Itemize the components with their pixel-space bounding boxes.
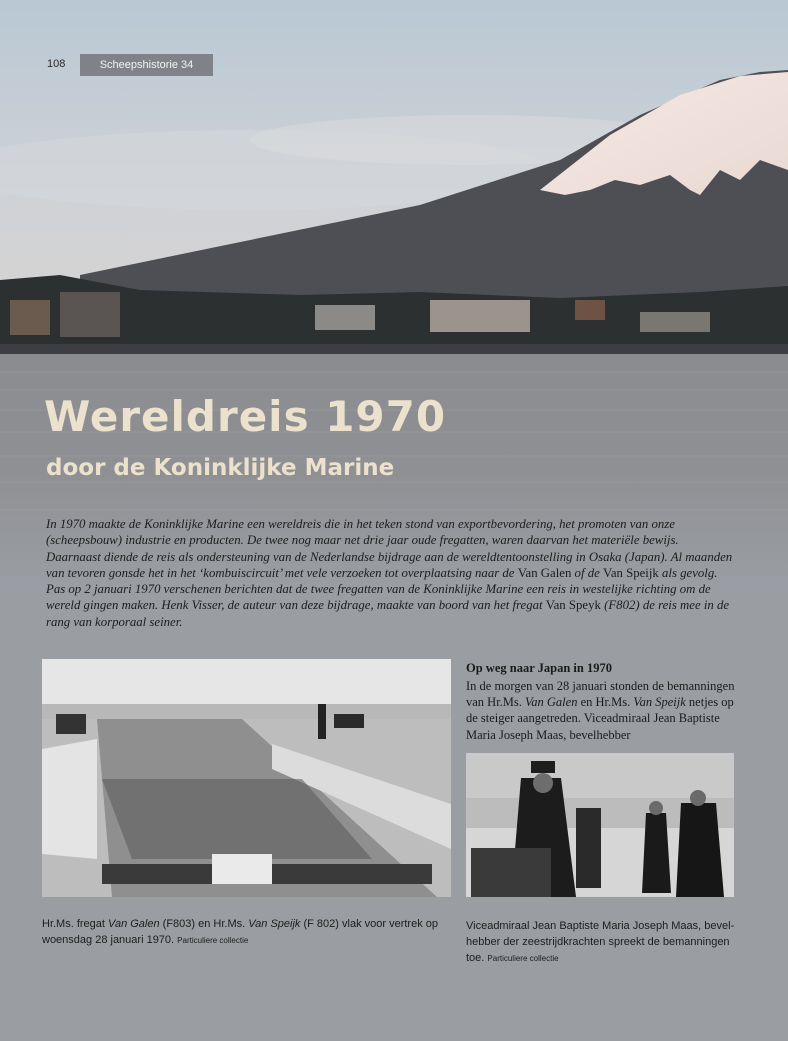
caption-left-credit: Particuliere collectie bbox=[177, 936, 249, 945]
section-body-ship-1: Van Galen bbox=[525, 695, 578, 710]
intro-text-1: In 1970 maakte de Koninklijke Marine een wereldreis die in het teken stond van exportbevordering, het promoten van onze (scheepsbouw) industrie en producten. De twee nog maar net drie jaar oude fregatten, waren daarvan het materiële bewijs. Daarnaast diende de reis als ondersteuning van de Nederlandse bijdrage aan de wereldtentoonstelling in Osaka (Japan). Al maanden van tevoren gonsde het in het ‘kombuiscircuit’ met vele verzoeken tot overplaatsing naar de bbox=[46, 517, 733, 580]
caption-left-text-3: (F 802) vlak voor vertrek op woensdag 28 januari 1970. bbox=[42, 918, 438, 946]
caption-left-ship-1: Van Galen bbox=[108, 918, 160, 930]
intro-text-4: (F802) de reis mee in de rang van korporaal seiner. bbox=[46, 598, 730, 629]
series-label: Scheepshistorie 34 bbox=[80, 54, 213, 76]
caption-left-text-1: Hr.Ms. fregat bbox=[42, 918, 109, 930]
section-body bbox=[466, 678, 736, 743]
intro-paragraph bbox=[46, 516, 736, 630]
caption-right-credit: Particuliere collectie bbox=[487, 954, 559, 963]
article-title: Wereldreis 1970 bbox=[44, 392, 447, 441]
caption-frigates bbox=[42, 916, 442, 949]
ship-name-van-speijk: Van Speijk bbox=[603, 565, 659, 580]
photo-frigates-at-quay bbox=[42, 659, 451, 897]
section-body-ship-2: Van Speijk bbox=[633, 695, 686, 710]
article-subtitle: door de Koninklijke Marine bbox=[46, 455, 395, 481]
section-body-text-1: In de morgen van 28 januari stonden de bemanningen van Hr.Ms. bbox=[466, 679, 735, 710]
section-body-text-3: netjes op de steiger aangetreden. Viceadmiraal Jean Baptiste Maria Joseph Maas, bevelhebber bbox=[466, 695, 734, 742]
caption-vice-admiral bbox=[466, 918, 736, 967]
ship-name-van-speyk: Van Speyk bbox=[545, 598, 601, 613]
intro-text-3: als gevolg. Pas op 2 januari 1970 verschenen berichten dat de twee fregatten van de Koninklijke Marine een reis in westelijke richting om de wereld gingen maken. Henk Visser, de auteur van deze bijdrage, maakte van boord van het fregat bbox=[46, 565, 718, 613]
caption-right-text: Viceadmiraal Jean Baptiste Maria Joseph Maas, bevelhebber der zeestrijdkrachten spreekt de bemanningen toe. bbox=[466, 920, 735, 964]
caption-left-ship-2: Van Speijk bbox=[248, 918, 301, 930]
photo-vice-admiral-speech bbox=[466, 753, 734, 897]
section-body-text-2: en Hr.Ms. bbox=[577, 695, 634, 710]
ship-name-van-galen: Van Galen bbox=[517, 565, 572, 580]
page-number: 108 bbox=[47, 58, 66, 70]
section-heading: Op weg naar Japan in 1970 bbox=[466, 661, 612, 675]
caption-left-text-2: (F803) en Hr.Ms. bbox=[159, 918, 249, 930]
intro-text-2: of de bbox=[571, 565, 603, 580]
